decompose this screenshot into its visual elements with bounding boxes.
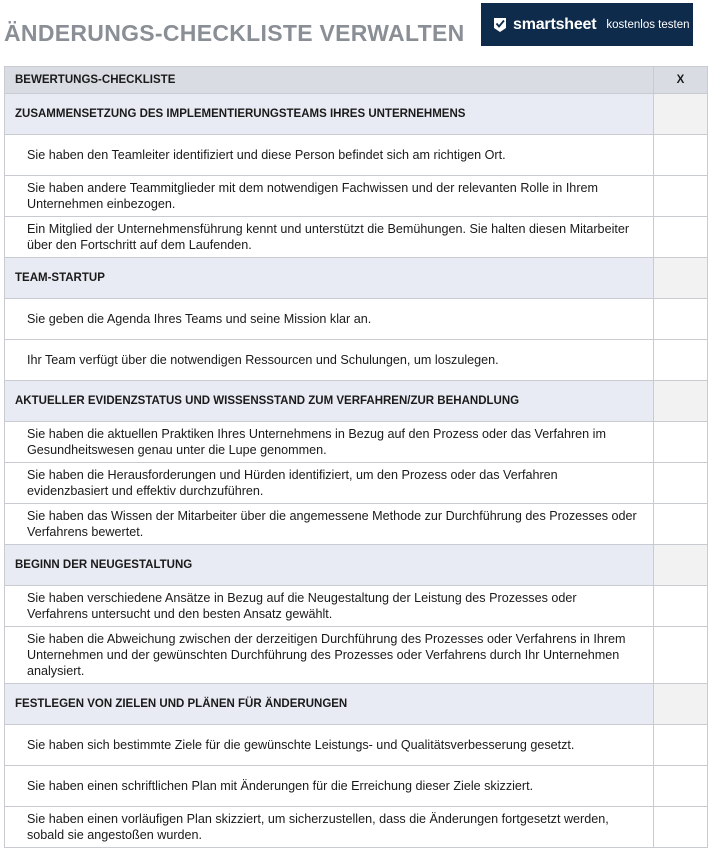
section-check-cell xyxy=(654,684,708,725)
section-header-row xyxy=(5,94,708,135)
checklist-item-check-cell[interactable] xyxy=(654,766,708,807)
checklist-item-check-cell[interactable] xyxy=(654,586,708,627)
section-header-row xyxy=(5,381,708,422)
section-title: BEGINN DER NEUGESTALTUNG xyxy=(5,545,654,586)
checklist-item-text: Sie haben verschiedene Ansätze in Bezug auf die Neugestaltung der Leistung des Prozesses oder Verfahrens untersucht und den besten Ansatz gewählt. xyxy=(5,586,654,627)
checklist-item-text: Sie haben den Teamleiter identifiziert und diese Person befindet sich am richtigen Ort. xyxy=(5,135,654,176)
checklist-item-row xyxy=(5,340,708,381)
checklist-item-row xyxy=(5,217,708,258)
checklist-item-check-cell[interactable] xyxy=(654,504,708,545)
checklist-item-row xyxy=(5,135,708,176)
checklist-item-text: Sie haben sich bestimmte Ziele für die gewünschte Leistungs- und Qualitätsverbesserung gesetzt. xyxy=(5,725,654,766)
page-title: ÄNDERUNGS-CHECKLISTE VERWALTEN xyxy=(4,20,465,46)
checklist-item-text: Sie haben einen schriftlichen Plan mit Änderungen für die Erreichung dieser Ziele skizziert. xyxy=(5,766,654,807)
section-header-row xyxy=(5,258,708,299)
table-header-row xyxy=(5,67,708,94)
section-title: AKTUELLER EVIDENZSTATUS UND WISSENSSTAND ZUM VERFAHREN/ZUR BEHANDLUNG xyxy=(5,381,654,422)
checklist-item-check-cell[interactable] xyxy=(654,135,708,176)
header-label: BEWERTUNGS-CHECKLISTE xyxy=(5,67,654,94)
logo-brand: smartsheet xyxy=(513,15,597,33)
checklist-item-check-cell[interactable] xyxy=(654,176,708,217)
checklist-item-check-cell[interactable] xyxy=(654,340,708,381)
section-check-cell xyxy=(654,258,708,299)
logo-cta: kostenlos testen xyxy=(606,18,690,31)
checklist-item-row xyxy=(5,463,708,504)
checklist-table xyxy=(4,66,708,848)
checklist-item-check-cell[interactable] xyxy=(654,422,708,463)
checklist-item-text: Sie haben einen vorläufigen Plan skizziert, um sicherzustellen, dass die Änderungen fortgesetzt werden, sobald sie angestoßen wurden. xyxy=(5,807,654,848)
checklist-item-row xyxy=(5,422,708,463)
checklist-item-row xyxy=(5,627,708,684)
checklist-item-text: Ihr Team verfügt über die notwendigen Ressourcen und Schulungen, um loszulegen. xyxy=(5,340,654,381)
checklist-item-row xyxy=(5,299,708,340)
checklist-item-check-cell[interactable] xyxy=(654,807,708,848)
checklist-item-row xyxy=(5,725,708,766)
checklist-item-row xyxy=(5,176,708,217)
checklist-item-check-cell[interactable] xyxy=(654,463,708,504)
smartsheet-logo-icon xyxy=(493,17,507,33)
section-header-row xyxy=(5,545,708,586)
checklist-item-row xyxy=(5,586,708,627)
checklist-item-check-cell[interactable] xyxy=(654,725,708,766)
checklist-item-text: Sie haben andere Teammitglieder mit dem notwendigen Fachwissen und der relevanten Rolle in Ihrem Unternehmen einbezogen. xyxy=(5,176,654,217)
section-title: ZUSAMMENSETZUNG DES IMPLEMENTIERUNGSTEAMS IHRES UNTERNEHMENS xyxy=(5,94,654,135)
section-title: TEAM-STARTUP xyxy=(5,258,654,299)
checklist-item-check-cell[interactable] xyxy=(654,627,708,684)
checklist-item-text: Sie haben die aktuellen Praktiken Ihres Unternehmens in Bezug auf den Prozess oder das Verfahren im Gesundheitswesen genau unter die Lupe genommen. xyxy=(5,422,654,463)
section-check-cell xyxy=(654,545,708,586)
checklist-item-text: Sie haben die Abweichung zwischen der derzeitigen Durchführung des Prozesses oder Verfahrens in Ihrem Unternehmen und der gewünschten Durchführung des Prozesses oder Verfahrens durch Ihr Unternehmen analysiert. xyxy=(5,627,654,684)
checklist-item-row xyxy=(5,504,708,545)
header-check-column: X xyxy=(654,67,708,94)
checklist-item-row xyxy=(5,807,708,848)
checklist-item-text: Sie haben die Herausforderungen und Hürden identifiziert, um den Prozess oder das Verfahren evidenzbasiert und effektiv durchzuführen. xyxy=(5,463,654,504)
checklist-item-check-cell[interactable] xyxy=(654,299,708,340)
smartsheet-trial-button[interactable] xyxy=(481,3,693,46)
checklist-item-text: Sie geben die Agenda Ihres Teams und seine Mission klar an. xyxy=(5,299,654,340)
checklist-item-row xyxy=(5,766,708,807)
checklist-item-text: Sie haben das Wissen der Mitarbeiter über die angemessene Methode zur Durchführung des Prozesses oder Verfahrens bewertet. xyxy=(5,504,654,545)
checklist-item-text: Ein Mitglied der Unternehmensführung kennt und unterstützt die Bemühungen. Sie halten diesen Mitarbeiter über den Fortschritt auf dem Laufenden. xyxy=(5,217,654,258)
section-check-cell xyxy=(654,94,708,135)
section-check-cell xyxy=(654,381,708,422)
section-title: FESTLEGEN VON ZIELEN UND PLÄNEN FÜR ÄNDERUNGEN xyxy=(5,684,654,725)
checklist-item-check-cell[interactable] xyxy=(654,217,708,258)
section-header-row xyxy=(5,684,708,725)
